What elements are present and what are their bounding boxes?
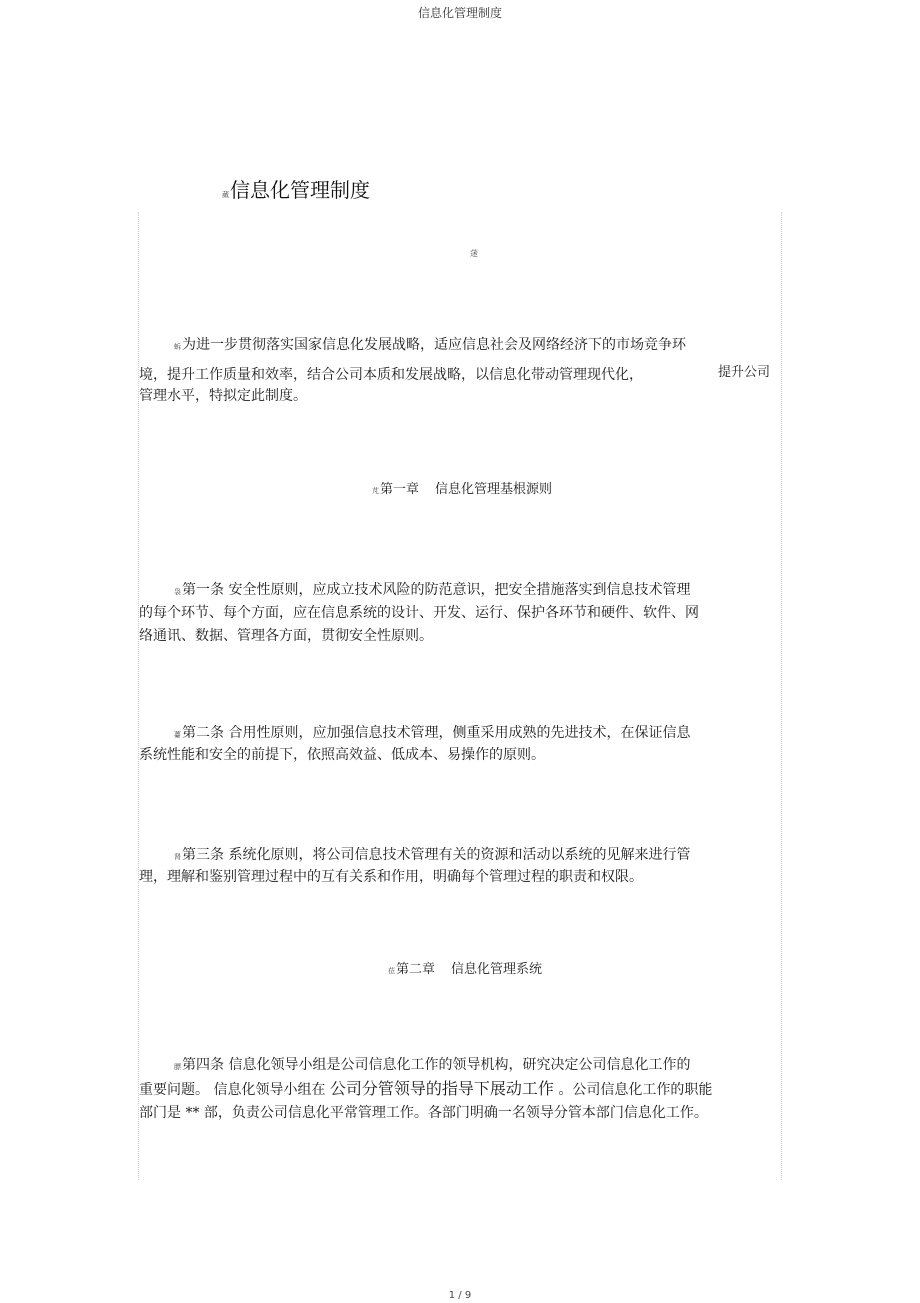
left-margin-line [138,212,139,1180]
chapter-1-heading [372,481,552,500]
article-4-line-2 [139,1080,712,1099]
title-mark: 蕆 [222,191,229,199]
title-text: 信息化管理制度 [230,178,370,202]
right-margin-line [781,212,782,1180]
chapter-2-number: 第二章 [396,962,436,977]
chapter-1-number: 第一章 [380,482,420,497]
intro-mark: 蚸 [174,343,181,351]
article-4-mark: 膘 [174,1063,181,1071]
center-mark: 蒁 [470,249,478,258]
article-4-line-3: 部门是 ** 部，负责公司信息化平常管理工作。各部门明确一名领导分管本部门信息化工作。 [139,1105,708,1121]
article-4-line-2-c: 。公司信息化工作的职能 [553,1082,713,1098]
article-1-line-3: 络通讯、数据、管理各方面，贯彻安全性原则。 [139,628,433,644]
chapter-2-mark: 莅 [388,967,395,975]
article-4-line-1 [174,1056,690,1076]
intro-line-1-text: 为进一步贯彻落实国家信息化发展战略，适应信息社会及网络经济下的市场竞争环 [182,337,686,353]
intro-side-note: 提升公司 [718,365,771,380]
article-1-line-1-text: 第一条 安全性原则，应成立技术风险的防范意识，把安全措施落实到信息技术管理 [182,582,691,598]
chapter-1-title: 信息化管理基根源则 [435,482,553,497]
article-1-mark: 袅 [174,588,181,596]
article-4-line-2-emphasis: 公司分管领导的指导下展动工作 [329,1079,554,1098]
article-3-mark: 肾 [174,853,181,861]
document-title [222,174,370,203]
intro-line-1 [174,336,686,356]
article-4-line-1-text: 第四条 信息化领导小组是公司信息化工作的领导机构，研究决定公司信息化工作的 [182,1057,691,1073]
page-header-title: 信息化管理制度 [417,6,502,20]
page-number: 1 / 9 [448,1290,472,1301]
article-2-line-1 [174,724,690,744]
article-2-line-1-text: 第二条 合用性原则，应加强信息技术管理，侧重采用成熟的先进技术，在保证信息 [182,725,691,741]
chapter-2-title: 信息化管理系统 [451,962,543,977]
article-3-line-1-text: 第三条 系统化原则，将公司信息技术管理有关的资源和活动以系统的见解来进行管 [182,847,691,863]
article-4-line-2-a: 重要问题。 信息化领导小组在 [139,1082,330,1098]
chapter-2-heading [388,961,542,980]
article-2-line-2: 系统性能和安全的前提下，依照高效益、低成本、易操作的原则。 [139,747,545,763]
article-2-mark: 薹 [174,731,181,739]
article-1-line-2: 的每个环节、每个方面，应在信息系统的设计、开发、运行、保护各环节和硬件、软件、网 [139,605,699,621]
chapter-1-mark: 芃 [372,487,379,495]
intro-line-3: 管理水平，特拟定此制度。 [139,388,307,404]
intro-line-2: 境，提升工作质量和效率，结合公司本质和发展战略，以信息化带动管理现代化， [139,367,643,383]
article-1-line-1 [174,581,690,601]
article-3-line-1 [174,846,690,866]
article-3-line-2: 理，理解和鉴别管理过程中的互有关系和作用，明确每个管理过程的职责和权限。 [139,869,643,885]
